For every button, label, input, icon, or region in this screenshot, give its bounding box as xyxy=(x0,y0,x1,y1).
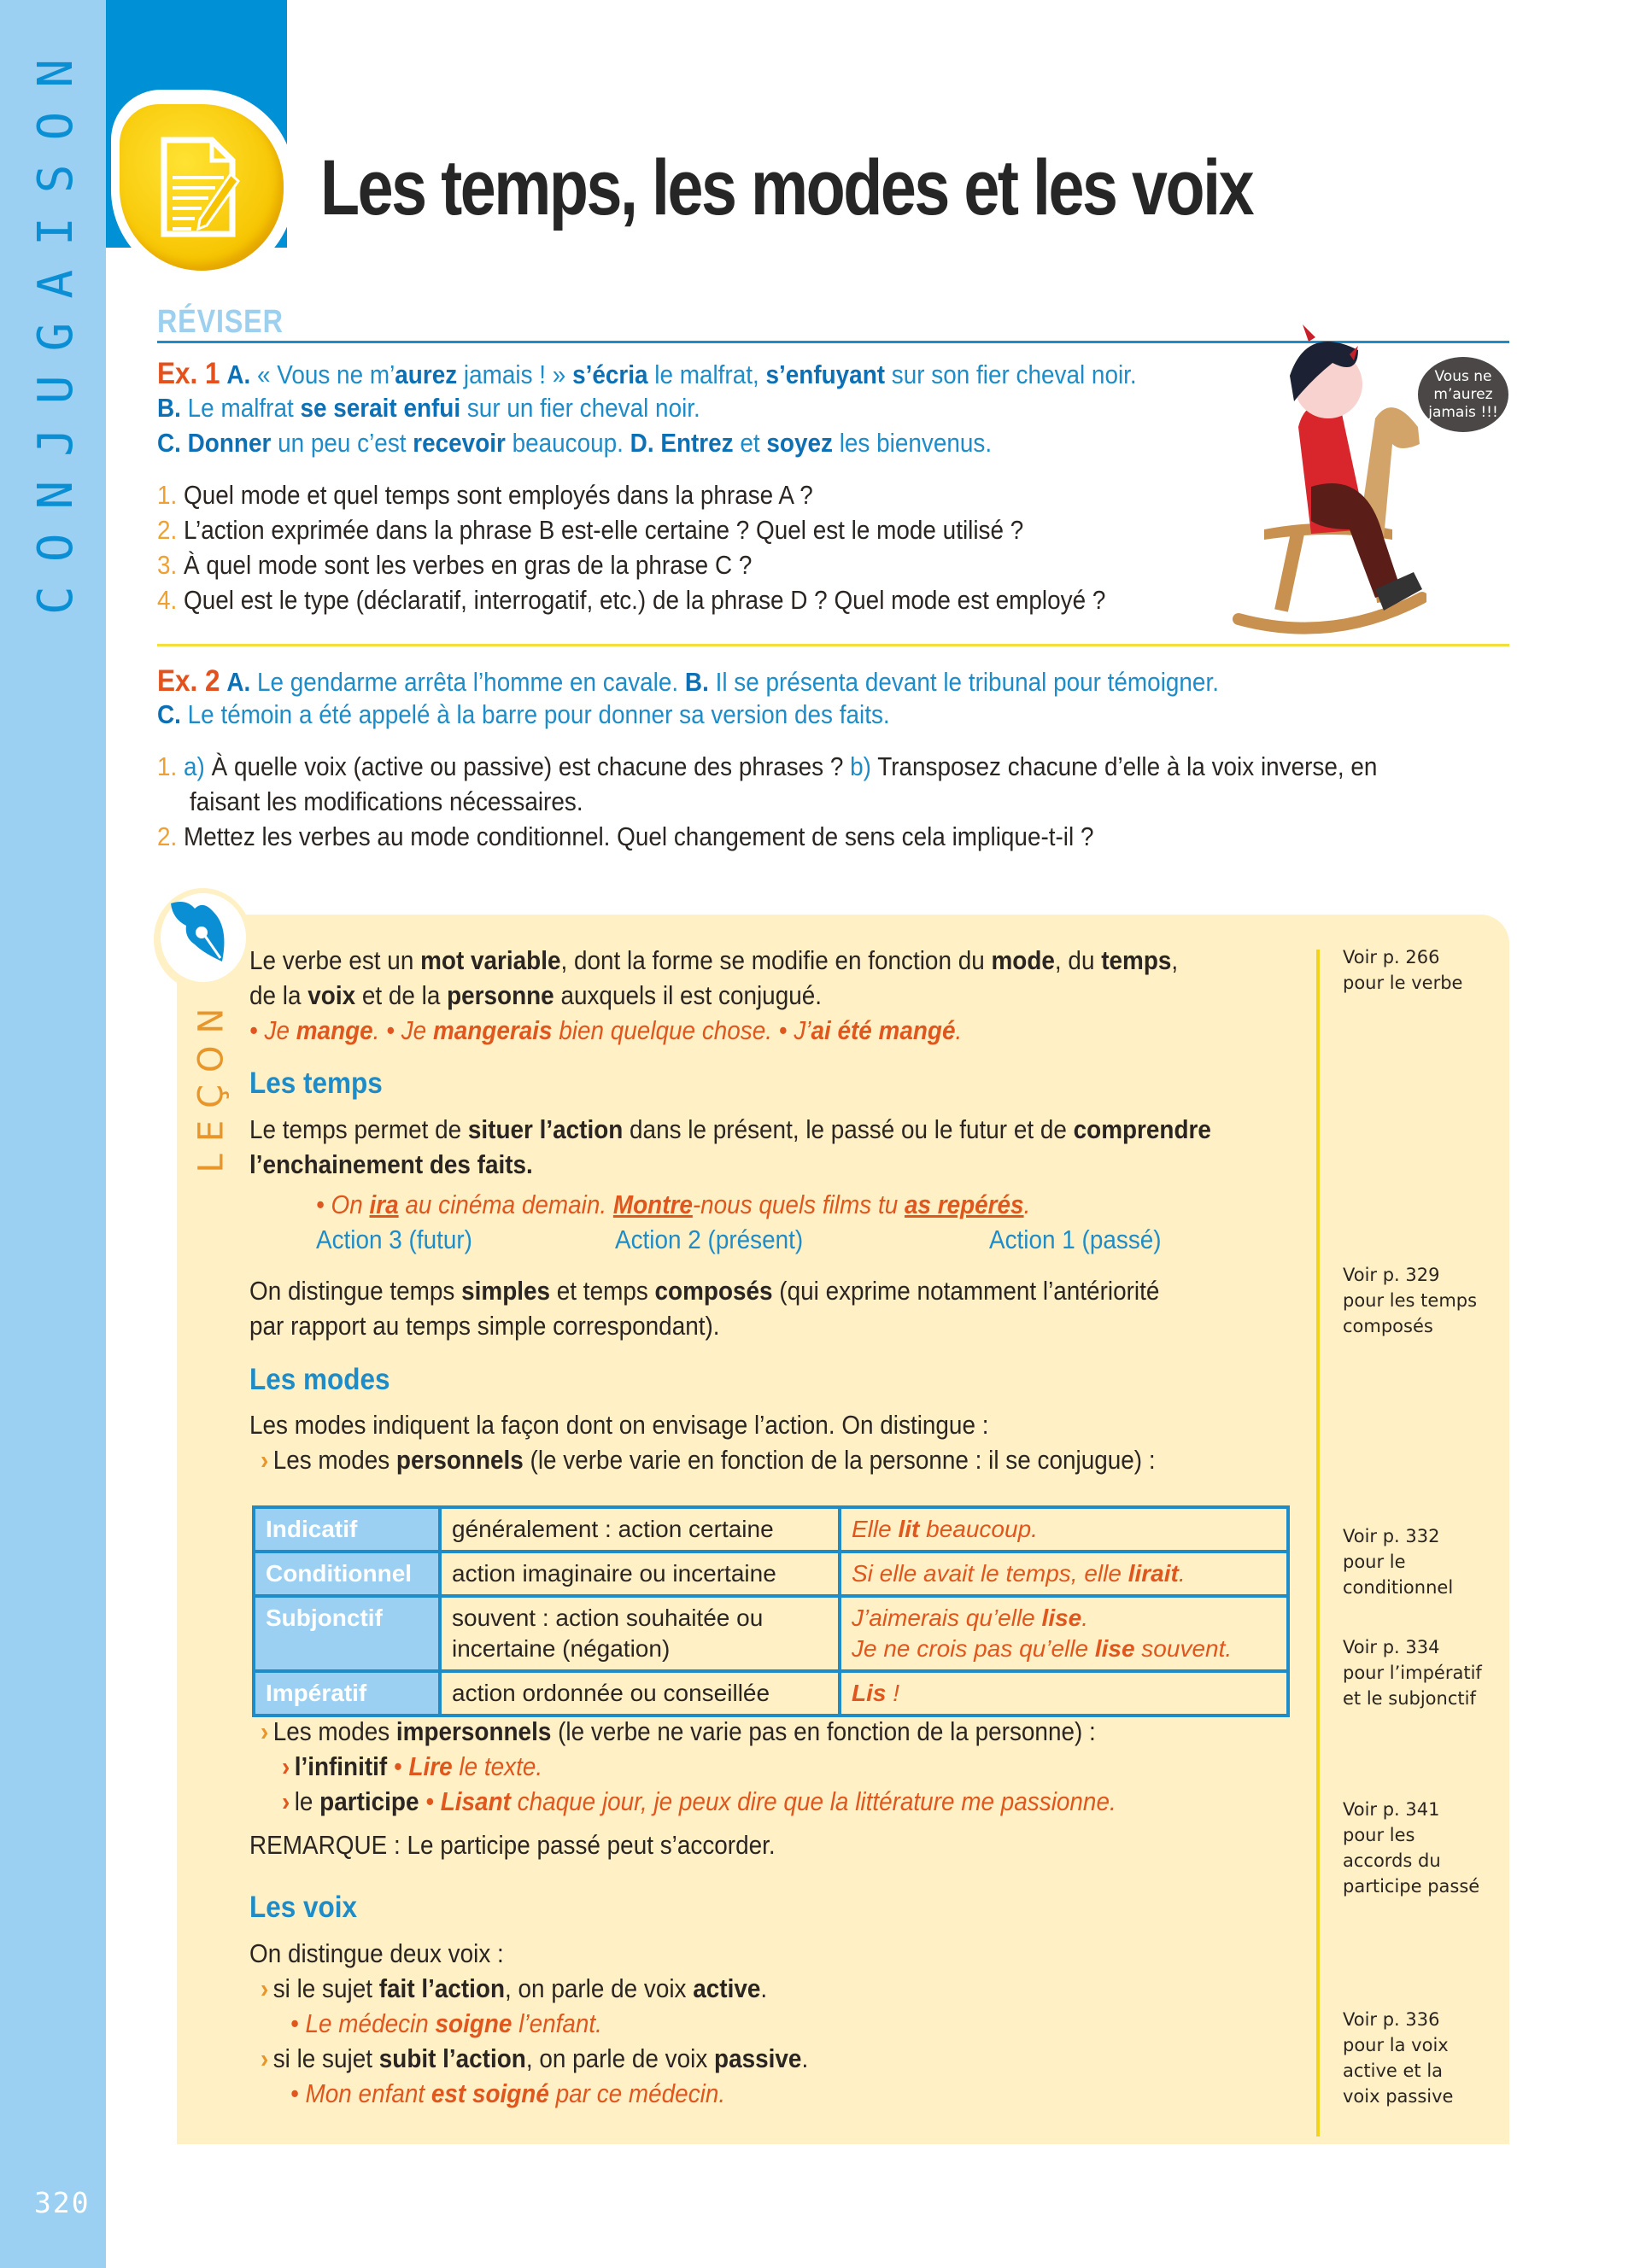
mode-name: Conditionnel xyxy=(254,1552,440,1596)
page-number: 320 xyxy=(34,2186,91,2219)
temps-line: On distingue temps simples et temps composés (qui exprime notamment l’antériorité xyxy=(249,1276,1160,1306)
table-row xyxy=(254,1507,1288,1552)
temps-line: Le temps permet de situer l’action dans le présent, le passé ou le futur et de comprendre xyxy=(249,1114,1211,1144)
heading-voix: Les voix xyxy=(249,1891,358,1924)
ex1-question: 2. L’action exprimée dans la phrase B est-elle certaine ? Quel est le mode utilisé ? xyxy=(157,515,1024,545)
notes-divider xyxy=(1316,950,1320,2136)
heading-temps: Les temps xyxy=(249,1067,383,1100)
mode-desc: action imaginaire ou incertaine xyxy=(440,1552,840,1596)
ex1-line-a: Ex. 1 A. « Vous ne m’aurez jamais ! » s’écria le malfrat, s’enfuyant sur son fier cheval noir. xyxy=(157,357,1137,390)
speech-bubble: Vous ne m’aurez jamais !!! xyxy=(1418,357,1508,432)
reviser-heading: RÉVISER xyxy=(157,304,284,340)
table-row xyxy=(254,1596,1288,1671)
modes-table xyxy=(252,1505,1290,1717)
ex2-line-ab: Ex. 2 A. Le gendarme arrêta l’homme en cavale. B. Il se présenta devant le tribunal pour témoigner. xyxy=(157,664,1219,698)
intro-line: Le verbe est un mot variable, dont la forme se modifie en fonction du mode, du temps, xyxy=(249,945,1179,975)
mode-name: Subjonctif xyxy=(254,1596,440,1671)
action-label: Action 1 (passé) xyxy=(989,1225,1162,1254)
mode-desc: généralement : action certaine xyxy=(440,1507,840,1552)
temps-example: • On ira au cinéma demain. Montre-nous quels films tu as repérés. xyxy=(316,1190,1031,1219)
voix-passive: › si le sujet subit l’action, on parle de voix passive. xyxy=(261,2043,809,2073)
ex1-question: 3. À quel mode sont les verbes en gras de la phrase C ? xyxy=(157,550,753,580)
mode-example: Lis ! xyxy=(840,1671,1288,1716)
lecon-label: LEÇON xyxy=(191,996,231,1173)
table-row xyxy=(254,1552,1288,1596)
intro-line: de la voix et de la personne auxquels il est conjugué. xyxy=(249,980,823,1010)
ex1-question: 1. Quel mode et quel temps sont employés dans la phrase A ? xyxy=(157,480,813,510)
remarque: REMARQUE : Le participe passé peut s’accorder. xyxy=(249,1830,776,1860)
cross-reference-note[interactable]: Voir p. 334 pour l’impératif et le subjonctif xyxy=(1343,1637,1482,1709)
mode-desc: souvent : action souhaitée ou incertaine (négation) xyxy=(440,1596,840,1671)
ex2-question-cont: faisant les modifications nécessaires. xyxy=(190,786,583,816)
mode-example: Si elle avait le temps, elle lirait. xyxy=(840,1552,1288,1596)
cross-reference-note[interactable]: Voir p. 341 pour les accords du participe passé xyxy=(1343,1799,1480,1897)
heading-modes: Les modes xyxy=(249,1363,390,1396)
ex1-question: 4. Quel est le type (déclaratif, interrogatif, etc.) de la phrase D ? Quel mode est employé ? xyxy=(157,585,1106,615)
mode-example: J’aimerais qu’elle lise. Je ne crois pas qu’elle lise souvent. xyxy=(840,1596,1288,1671)
cross-reference-note[interactable]: Voir p. 329 pour les temps composés xyxy=(1343,1265,1478,1336)
temps-line: par rapport au temps simple correspondant). xyxy=(249,1311,720,1341)
ex1-line-cd: C. Donner un peu c’est recevoir beaucoup. D. Entrez et soyez les bienvenus. xyxy=(157,428,993,458)
mode-infinitif: › l’infinitif • Lire le texte. xyxy=(282,1751,543,1781)
ex2-question: 2. Mettez les verbes au mode conditionnel. Quel changement de sens cela implique-t-il ? xyxy=(157,821,1094,851)
action-label: Action 3 (futur) xyxy=(316,1225,472,1254)
divider xyxy=(157,644,1509,646)
mode-desc: action ordonnée ou conseillée xyxy=(440,1671,840,1716)
mode-participe: › le participe • Lisant chaque jour, je peux dire que la littérature me passionne. xyxy=(282,1786,1116,1816)
mode-name: Indicatif xyxy=(254,1507,440,1552)
modes-intro: Les modes indiquent la façon dont on envisage l’action. On distingue : xyxy=(249,1410,989,1440)
table-row xyxy=(254,1671,1288,1716)
cross-reference-note[interactable]: Voir p. 336 pour la voix active et la voix passive xyxy=(1343,2009,1454,2107)
voix-passive-example: • Mon enfant est soigné par ce médecin. xyxy=(290,2078,726,2108)
section-label: CONJUGAISON xyxy=(27,34,84,615)
cross-reference-note[interactable]: Voir p. 332 pour le conditionnel xyxy=(1343,1526,1454,1598)
intro-examples: • Je mange. • Je mangerais bien quelque chose. • J’ai été mangé. xyxy=(249,1015,963,1045)
cross-reference-note[interactable]: Voir p. 266 pour le verbe xyxy=(1343,947,1463,993)
rocking-horse-illustration xyxy=(1230,316,1426,640)
mode-name: Impératif xyxy=(254,1671,440,1716)
pen-nib-icon xyxy=(161,893,246,982)
mode-example: Elle lit beaucoup. xyxy=(840,1507,1288,1552)
voix-active: › si le sujet fait l’action, on parle de voix active. xyxy=(261,1973,768,2003)
ex2-question: 1. a) À quelle voix (active ou passive) est chacune des phrases ? b) Transposez chacune d’elle à la voix inverse, en xyxy=(157,751,1378,781)
action-label: Action 2 (présent) xyxy=(615,1225,804,1254)
voix-active-example: • Le médecin soigne l’enfant. xyxy=(290,2008,602,2038)
modes-personnels: › Les modes personnels (le verbe varie en fonction de la personne : il se conjugue) : xyxy=(261,1445,1156,1475)
ex2-line-c: C. Le témoin a été appelé à la barre pour donner sa version des faits. xyxy=(157,699,890,729)
ex1-line-b: B. Le malfrat se serait enfui sur un fier cheval noir. xyxy=(157,393,700,423)
page-title: Les temps, les modes et les voix xyxy=(320,144,1253,231)
temps-line: l’enchainement des faits. xyxy=(249,1149,533,1179)
voix-intro: On distingue deux voix : xyxy=(249,1938,504,1968)
modes-impersonnels: › Les modes impersonnels (le verbe ne varie pas en fonction de la personne) : xyxy=(261,1716,1096,1746)
document-pencil-icon xyxy=(120,104,284,271)
